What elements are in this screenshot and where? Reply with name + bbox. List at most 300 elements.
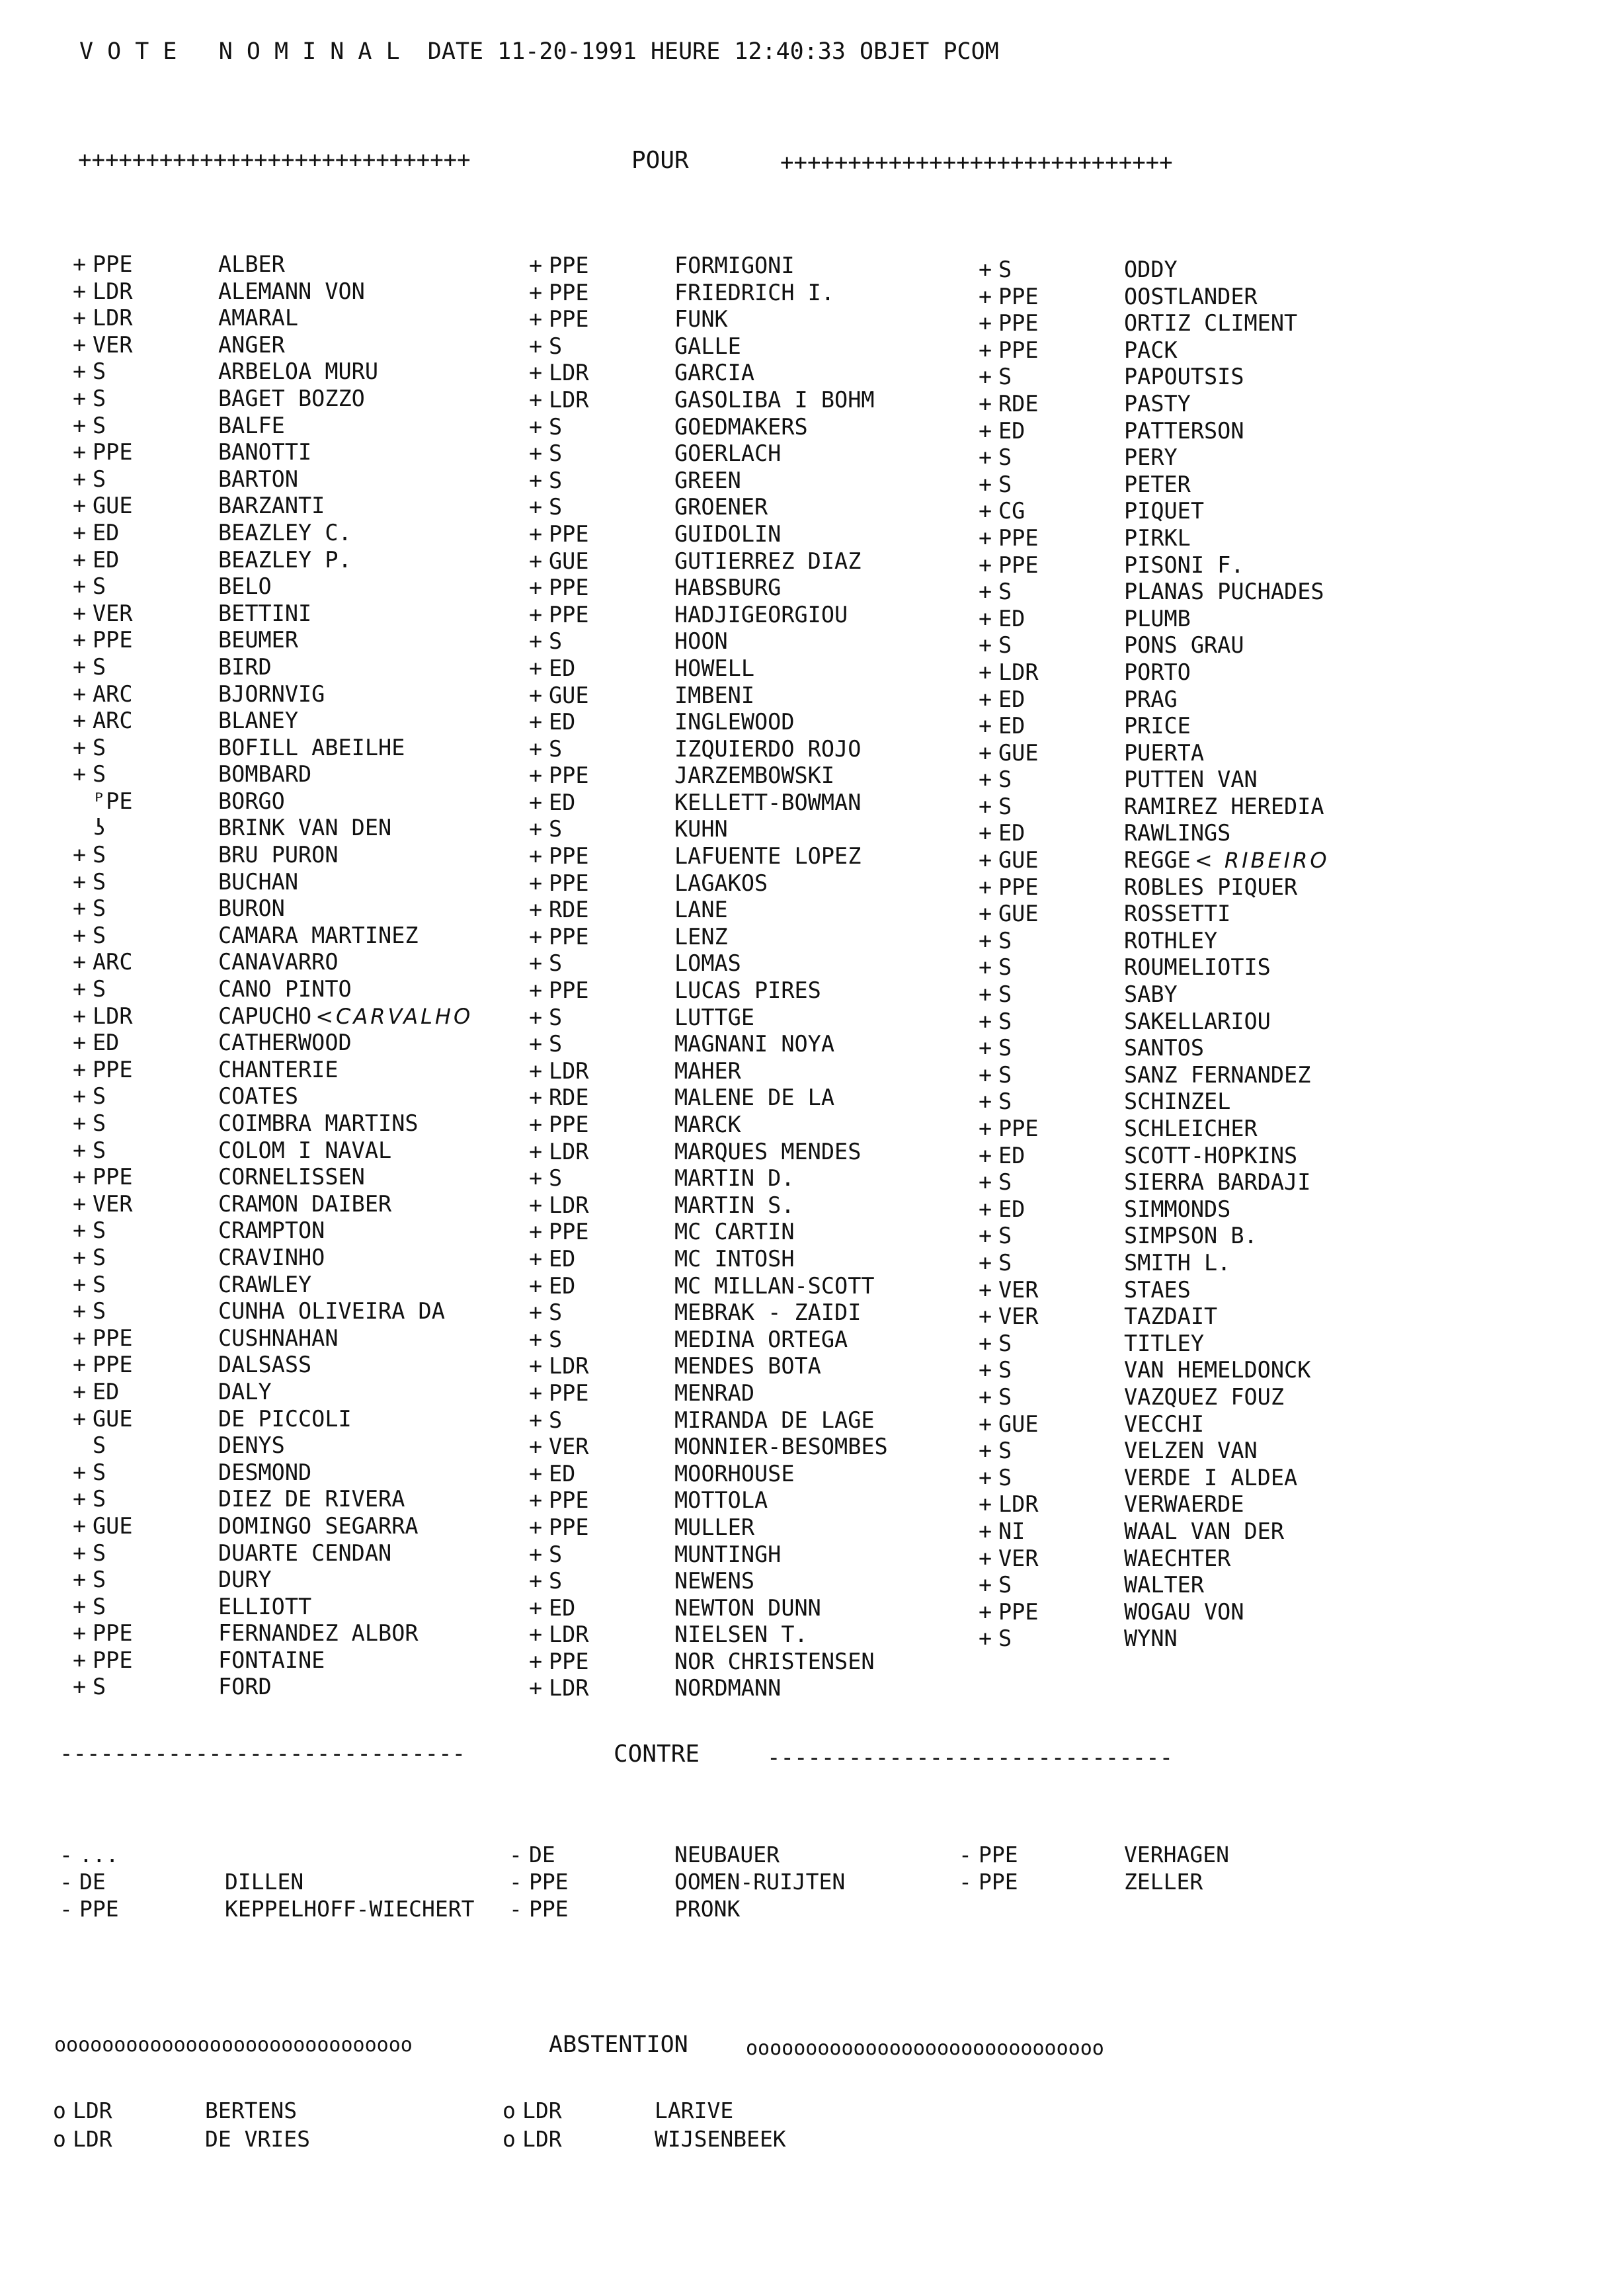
vote-row bbox=[529, 1299, 979, 1327]
member-name: BIRD bbox=[218, 653, 272, 680]
vote-sign: + bbox=[529, 386, 543, 413]
party-code: ED bbox=[93, 546, 120, 573]
party-code: PPE bbox=[549, 977, 589, 1004]
member-name: VELZEN VAN bbox=[1124, 1438, 1258, 1464]
member-name: WAECHTER bbox=[1124, 1545, 1231, 1571]
party-code: S bbox=[93, 1486, 106, 1512]
member-name: PRONK bbox=[674, 1896, 741, 1922]
party-code: LDR bbox=[73, 2126, 112, 2152]
member-name: BJORNVIG bbox=[218, 680, 325, 707]
party-code: VER bbox=[93, 331, 133, 358]
member-name: CATHERWOOD bbox=[218, 1030, 352, 1056]
party-code: S bbox=[93, 922, 106, 948]
party-code: S bbox=[998, 1249, 1012, 1276]
vote-sign: + bbox=[73, 976, 87, 1003]
party-code: S bbox=[549, 413, 563, 440]
member-name: RAMIREZ HEREDIA bbox=[1124, 793, 1324, 819]
party-code: VER bbox=[998, 1303, 1039, 1330]
vote-sign: + bbox=[529, 1004, 543, 1030]
member-name: PRAG bbox=[1124, 686, 1178, 712]
party-code: PPE bbox=[549, 1514, 589, 1540]
vote-sign: + bbox=[979, 524, 992, 551]
vote-row bbox=[73, 1217, 529, 1245]
member-name: VERDE I ALDEA bbox=[1124, 1464, 1298, 1491]
member-name: BARTON bbox=[218, 466, 299, 492]
vote-row bbox=[529, 1514, 979, 1541]
member-name: VAN HEMELDONCK bbox=[1124, 1357, 1311, 1383]
member-name: BEAZLEY C. bbox=[218, 519, 352, 546]
vote-row bbox=[60, 1896, 509, 1923]
party-code: PPE bbox=[998, 524, 1039, 551]
member-name: PIQUET bbox=[1124, 498, 1205, 524]
vote-sign: + bbox=[73, 1137, 87, 1163]
party-code: GUE bbox=[549, 548, 589, 574]
party-code: S bbox=[998, 1035, 1012, 1061]
vote-sign: + bbox=[529, 520, 543, 547]
member-name: BORGO bbox=[218, 788, 285, 814]
vote-row bbox=[73, 708, 529, 735]
vote-row bbox=[979, 981, 1330, 1008]
member-name: FONTAINE bbox=[218, 1647, 325, 1673]
member-name: SANZ FERNANDEZ bbox=[1124, 1061, 1311, 1088]
vote-row bbox=[979, 1088, 1330, 1116]
party-code: S bbox=[998, 444, 1012, 471]
vote-sign: + bbox=[73, 1298, 87, 1325]
party-code: S bbox=[93, 1244, 106, 1270]
vote-sign: + bbox=[979, 1464, 992, 1491]
party-code: PPE bbox=[549, 1487, 589, 1514]
party-code: S bbox=[549, 1299, 563, 1326]
member-name: LARIVE bbox=[655, 2098, 734, 2123]
member-name: CHANTERIE bbox=[218, 1056, 339, 1083]
vote-sign: + bbox=[979, 1169, 992, 1196]
vote-row bbox=[979, 364, 1330, 391]
party-code: S bbox=[93, 358, 106, 385]
vote-row bbox=[529, 1568, 979, 1595]
vote-row bbox=[529, 1434, 979, 1461]
vote-row bbox=[73, 1432, 529, 1459]
vote-row bbox=[529, 924, 979, 951]
vote-sign: + bbox=[979, 632, 992, 659]
member-name: BETTINI bbox=[218, 600, 312, 626]
vote-row bbox=[529, 1675, 979, 1702]
member-name: MONNIER-BESOMBES bbox=[674, 1434, 888, 1460]
party-code: PPE bbox=[93, 1164, 133, 1190]
party-code: ED bbox=[549, 655, 576, 681]
member-name: SIMPSON B. bbox=[1124, 1223, 1258, 1249]
party-code: LDR bbox=[998, 659, 1039, 685]
vote-sign: + bbox=[73, 1378, 87, 1405]
member-name: MC MILLAN-SCOTT bbox=[674, 1272, 875, 1299]
member-name: SIERRA BARDAJI bbox=[1124, 1169, 1311, 1196]
vote-sign: + bbox=[529, 1299, 543, 1326]
party-code: LDR bbox=[549, 1621, 589, 1648]
contre-column bbox=[60, 1842, 509, 1923]
member-name: FUNK bbox=[674, 306, 728, 333]
member-name: MENDES BOTA bbox=[674, 1353, 821, 1379]
vote-sign: + bbox=[979, 927, 992, 954]
vote-row bbox=[73, 493, 529, 520]
vote-row bbox=[979, 579, 1330, 606]
vote-row bbox=[979, 1357, 1330, 1384]
party-code: PPE bbox=[549, 1112, 589, 1137]
member-name: DIEZ DE RIVERA bbox=[218, 1486, 405, 1512]
vote-sign: + bbox=[529, 333, 543, 359]
vote-sign: + bbox=[979, 390, 992, 417]
party-code: S bbox=[549, 735, 563, 762]
vote-row bbox=[529, 414, 979, 441]
contre-column bbox=[959, 1842, 1229, 1923]
party-code: ED bbox=[998, 713, 1025, 739]
party-code: ED bbox=[549, 789, 576, 815]
vote-row bbox=[979, 1599, 1330, 1626]
party-code: ED bbox=[549, 1245, 576, 1272]
party-code: ED bbox=[549, 1460, 576, 1487]
member-name: CRAMPTON bbox=[218, 1217, 325, 1244]
vote-sign: + bbox=[979, 310, 992, 337]
party-code: S bbox=[93, 466, 106, 492]
vote-sign: + bbox=[529, 548, 543, 574]
vote-row bbox=[529, 1380, 979, 1407]
party-code: S bbox=[549, 1031, 563, 1057]
member-name: BLANEY bbox=[218, 708, 299, 734]
vote-row bbox=[73, 600, 529, 628]
party-code: GUE bbox=[93, 1512, 133, 1539]
member-name: SIMMONDS bbox=[1124, 1196, 1231, 1222]
party-code: S bbox=[93, 1567, 106, 1593]
party-code: ... bbox=[79, 1842, 119, 1867]
member-name: PLANAS PUCHADES bbox=[1124, 579, 1324, 605]
pour-column bbox=[979, 257, 1330, 1706]
member-name: VERHAGEN bbox=[1124, 1842, 1229, 1867]
vote-sign: + bbox=[529, 1272, 543, 1299]
vote-sign: + bbox=[73, 1647, 87, 1673]
member-name: ALBER bbox=[218, 251, 285, 277]
member-name: DOMINGO SEGARRA bbox=[218, 1512, 419, 1539]
vote-sign: + bbox=[73, 842, 87, 868]
vote-row bbox=[73, 278, 529, 306]
member-name: RAWLINGS bbox=[1124, 820, 1231, 846]
party-code: S bbox=[998, 1223, 1012, 1249]
vote-sign: + bbox=[73, 251, 87, 277]
member-name: HADJIGEORGIOU bbox=[674, 601, 848, 628]
member-name: INGLEWOOD bbox=[674, 709, 795, 735]
party-code: GUE bbox=[998, 901, 1039, 927]
vote-row bbox=[529, 1004, 979, 1032]
vote-sign: + bbox=[73, 1620, 87, 1647]
party-code: S bbox=[93, 1217, 106, 1244]
vote-row bbox=[73, 1620, 529, 1647]
vote-sign: + bbox=[979, 605, 992, 632]
vote-sign: - bbox=[959, 1869, 972, 1895]
vote-sign: + bbox=[529, 1219, 543, 1245]
pour-list bbox=[73, 251, 1330, 1701]
vote-sign: + bbox=[979, 1438, 992, 1464]
vote-row bbox=[73, 1379, 529, 1406]
member-name: ANGER bbox=[218, 331, 285, 358]
member-name: ZELLER bbox=[1124, 1869, 1203, 1895]
party-code: LDR bbox=[549, 1675, 589, 1702]
vote-sign: + bbox=[73, 439, 87, 466]
vote-row bbox=[979, 1518, 1330, 1545]
vote-row bbox=[529, 950, 979, 977]
party-code: S bbox=[93, 1110, 106, 1136]
vote-row bbox=[73, 761, 529, 788]
member-name: KUHN bbox=[674, 816, 728, 842]
party-code: LDR bbox=[549, 360, 589, 386]
vote-sign: + bbox=[529, 1541, 543, 1567]
vote-sign: + bbox=[529, 1407, 543, 1433]
vote-sign: - bbox=[60, 1842, 73, 1867]
vote-row bbox=[529, 1031, 979, 1058]
member-name: PUERTA bbox=[1124, 739, 1205, 766]
vote-sign: + bbox=[73, 278, 87, 304]
vote-row bbox=[73, 1191, 529, 1218]
vote-row bbox=[73, 439, 529, 466]
vote-row bbox=[529, 1165, 979, 1192]
vote-sign: + bbox=[73, 653, 87, 680]
party-code: DE bbox=[529, 1842, 555, 1867]
member-name: BANOTTI bbox=[218, 439, 312, 466]
vote-row bbox=[979, 257, 1330, 284]
member-name: DURY bbox=[218, 1567, 272, 1593]
vote-sign: + bbox=[73, 358, 87, 385]
party-code: S bbox=[998, 1330, 1012, 1356]
vote-sign: + bbox=[73, 1674, 87, 1700]
party-code: GUE bbox=[93, 493, 133, 519]
member-name: MENRAD bbox=[674, 1379, 755, 1406]
member-name: BARZANTI bbox=[218, 493, 325, 519]
vote-row bbox=[529, 387, 979, 414]
vote-sign: + bbox=[529, 762, 543, 789]
vote-sign: + bbox=[529, 1138, 543, 1165]
vote-sign: o bbox=[502, 2126, 516, 2152]
vote-row bbox=[529, 360, 979, 387]
member-name: OOMEN-RUIJTEN bbox=[674, 1869, 846, 1895]
party-code: ED bbox=[998, 1196, 1025, 1222]
party-code: S bbox=[549, 440, 563, 467]
vote-sign: + bbox=[529, 575, 543, 601]
vote-row bbox=[529, 1085, 979, 1112]
party-code: S bbox=[998, 471, 1012, 497]
vote-row bbox=[979, 1572, 1330, 1599]
party-code: PPE bbox=[549, 601, 589, 628]
vote-sign: + bbox=[529, 1675, 543, 1702]
party-code: PPE bbox=[979, 1842, 1018, 1867]
party-code: S bbox=[549, 467, 563, 493]
member-name: SABY bbox=[1124, 981, 1178, 1008]
party-code: VER bbox=[549, 1434, 589, 1460]
member-name: PIRKL bbox=[1124, 524, 1191, 551]
vote-row bbox=[73, 1674, 529, 1701]
vote-row bbox=[509, 1842, 959, 1869]
vote-sign: + bbox=[529, 655, 543, 681]
vote-row bbox=[53, 2126, 502, 2154]
party-code: LDR bbox=[93, 1003, 133, 1029]
vote-row bbox=[979, 1169, 1330, 1196]
vote-row bbox=[979, 1116, 1330, 1143]
member-name: HOON bbox=[674, 628, 728, 655]
member-name: SCHINZEL bbox=[1124, 1088, 1231, 1115]
vote-row bbox=[979, 1062, 1330, 1089]
member-name: CORNELISSEN bbox=[218, 1164, 365, 1190]
vote-row bbox=[529, 1595, 979, 1622]
vote-row bbox=[73, 1110, 529, 1137]
vote-row bbox=[979, 1250, 1330, 1277]
vote-row bbox=[979, 713, 1330, 740]
vote-sign: + bbox=[73, 708, 87, 734]
member-name: NOR CHRISTENSEN bbox=[674, 1648, 875, 1674]
party-code: S bbox=[93, 573, 106, 600]
member-name: NEWTON DUNN bbox=[674, 1594, 821, 1621]
vote-row bbox=[979, 1196, 1330, 1223]
vote-sign: + bbox=[529, 628, 543, 655]
vote-sign: + bbox=[73, 949, 87, 975]
vote-sign: + bbox=[529, 440, 543, 467]
abstention-column bbox=[502, 2098, 786, 2154]
vote-sign: + bbox=[73, 1405, 87, 1432]
vote-row bbox=[979, 391, 1330, 418]
member-name: JARZEMBOWSKI bbox=[674, 762, 835, 789]
party-code: LDR bbox=[522, 2126, 562, 2152]
party-code: GUE bbox=[93, 1405, 133, 1432]
member-name: PAPOUTSIS bbox=[1124, 364, 1244, 390]
vote-row bbox=[979, 525, 1330, 552]
vote-row bbox=[73, 815, 529, 842]
member-name: PATTERSON bbox=[1124, 417, 1244, 444]
member-name: WAAL VAN DER bbox=[1124, 1518, 1285, 1544]
member-name: PUTTEN VAN bbox=[1124, 766, 1258, 793]
member-name: BALFE bbox=[218, 412, 285, 438]
party-code: S bbox=[549, 1004, 563, 1030]
vote-sign: + bbox=[529, 1568, 543, 1594]
member-name: MC CARTIN bbox=[674, 1219, 795, 1245]
vote-row bbox=[73, 1325, 529, 1352]
vote-row bbox=[529, 440, 979, 468]
vote-sign: + bbox=[73, 761, 87, 788]
member-name: VERWAERDE bbox=[1124, 1491, 1244, 1518]
member-name: DUARTE CENDAN bbox=[218, 1539, 392, 1566]
vote-row bbox=[502, 2126, 786, 2154]
member-name: COATES bbox=[218, 1083, 299, 1110]
vote-sign: + bbox=[979, 1411, 992, 1437]
vote-row bbox=[509, 1896, 959, 1923]
vote-row bbox=[529, 521, 979, 548]
vote-sign: + bbox=[979, 901, 992, 927]
handwritten-note: < RIBEIRO bbox=[1194, 848, 1330, 874]
vote-row bbox=[529, 628, 979, 655]
member-name: PASTY bbox=[1124, 390, 1191, 417]
vote-row bbox=[979, 632, 1330, 659]
vote-row bbox=[73, 358, 529, 386]
party-code: PPE bbox=[529, 1869, 569, 1895]
vote-row bbox=[979, 498, 1330, 525]
vote-row bbox=[529, 1461, 979, 1488]
vote-sign: + bbox=[529, 923, 543, 950]
vote-sign: + bbox=[73, 1003, 87, 1029]
member-name: CUNHA OLIVEIRA DA bbox=[218, 1298, 445, 1325]
vote-row bbox=[979, 901, 1330, 928]
vote-sign: + bbox=[529, 1245, 543, 1272]
member-name: MARTIN S. bbox=[674, 1192, 795, 1218]
vote-sign: + bbox=[979, 1142, 992, 1168]
party-code: S bbox=[998, 257, 1012, 282]
vote-sign: + bbox=[979, 739, 992, 766]
vote-sign: + bbox=[979, 659, 992, 685]
party-code: PPE bbox=[93, 1352, 133, 1378]
member-name: KEPPELHOFF-WIECHERT bbox=[225, 1896, 475, 1922]
party-code: PPE bbox=[93, 1620, 133, 1647]
party-code: VER bbox=[93, 600, 133, 626]
member-name: DESMOND bbox=[218, 1459, 312, 1485]
vote-row bbox=[73, 1298, 529, 1325]
vote-row bbox=[73, 1594, 529, 1621]
member-name: SCHLEICHER bbox=[1124, 1116, 1258, 1141]
contre-list bbox=[60, 1842, 1229, 1923]
vote-sign: + bbox=[529, 1594, 543, 1621]
vote-sign: + bbox=[73, 519, 87, 546]
party-code: ARC bbox=[93, 680, 133, 707]
vote-row bbox=[73, 869, 529, 896]
vote-row bbox=[979, 1303, 1330, 1331]
vote-row bbox=[529, 762, 979, 790]
member-name: MARTIN D. bbox=[674, 1165, 795, 1192]
party-code: GUE bbox=[998, 739, 1039, 766]
vote-row bbox=[529, 682, 979, 710]
member-name: CRAMON DAIBER bbox=[218, 1190, 392, 1217]
vote-sign: + bbox=[979, 364, 992, 390]
party-code: ED bbox=[998, 686, 1025, 712]
vote-row bbox=[979, 1491, 1330, 1518]
member-name: SANTOS bbox=[1124, 1035, 1205, 1061]
party-code: PPE bbox=[549, 923, 589, 950]
party-code: PPE bbox=[998, 310, 1039, 337]
member-name: MC INTOSH bbox=[674, 1245, 795, 1272]
party-code: S bbox=[998, 1383, 1012, 1410]
vote-sign: + bbox=[73, 600, 87, 626]
party-code: S bbox=[998, 793, 1012, 819]
member-name: WIJSENBEEK bbox=[655, 2126, 786, 2152]
party-code: S bbox=[549, 1326, 563, 1352]
vote-sign: + bbox=[529, 601, 543, 628]
vote-row bbox=[529, 575, 979, 602]
vote-sign: + bbox=[73, 1352, 87, 1378]
party-code: PPE bbox=[549, 575, 589, 601]
vote-sign: + bbox=[529, 682, 543, 708]
vote-row bbox=[979, 1143, 1330, 1170]
abstention-column bbox=[53, 2098, 502, 2154]
vote-row bbox=[529, 1621, 979, 1649]
party-code: S bbox=[93, 653, 106, 680]
vote-row bbox=[73, 305, 529, 332]
vote-row bbox=[529, 1407, 979, 1434]
party-code: S bbox=[93, 1459, 106, 1485]
vote-sign: + bbox=[529, 306, 543, 333]
party-code: S bbox=[549, 1541, 563, 1567]
vote-row bbox=[529, 1246, 979, 1273]
vote-row bbox=[979, 766, 1330, 794]
member-name: CRAVINHO bbox=[218, 1244, 325, 1270]
vote-sign: + bbox=[529, 1621, 543, 1648]
vote-row bbox=[979, 337, 1330, 364]
party-code: S bbox=[998, 1169, 1012, 1196]
vote-row bbox=[529, 1219, 979, 1246]
party-code: NI bbox=[998, 1518, 1025, 1544]
member-name: CRAWLEY bbox=[218, 1271, 312, 1297]
party-code: S bbox=[998, 1357, 1012, 1383]
vote-row bbox=[73, 1406, 529, 1433]
member-name: KELLETT-BOWMAN bbox=[674, 789, 862, 815]
